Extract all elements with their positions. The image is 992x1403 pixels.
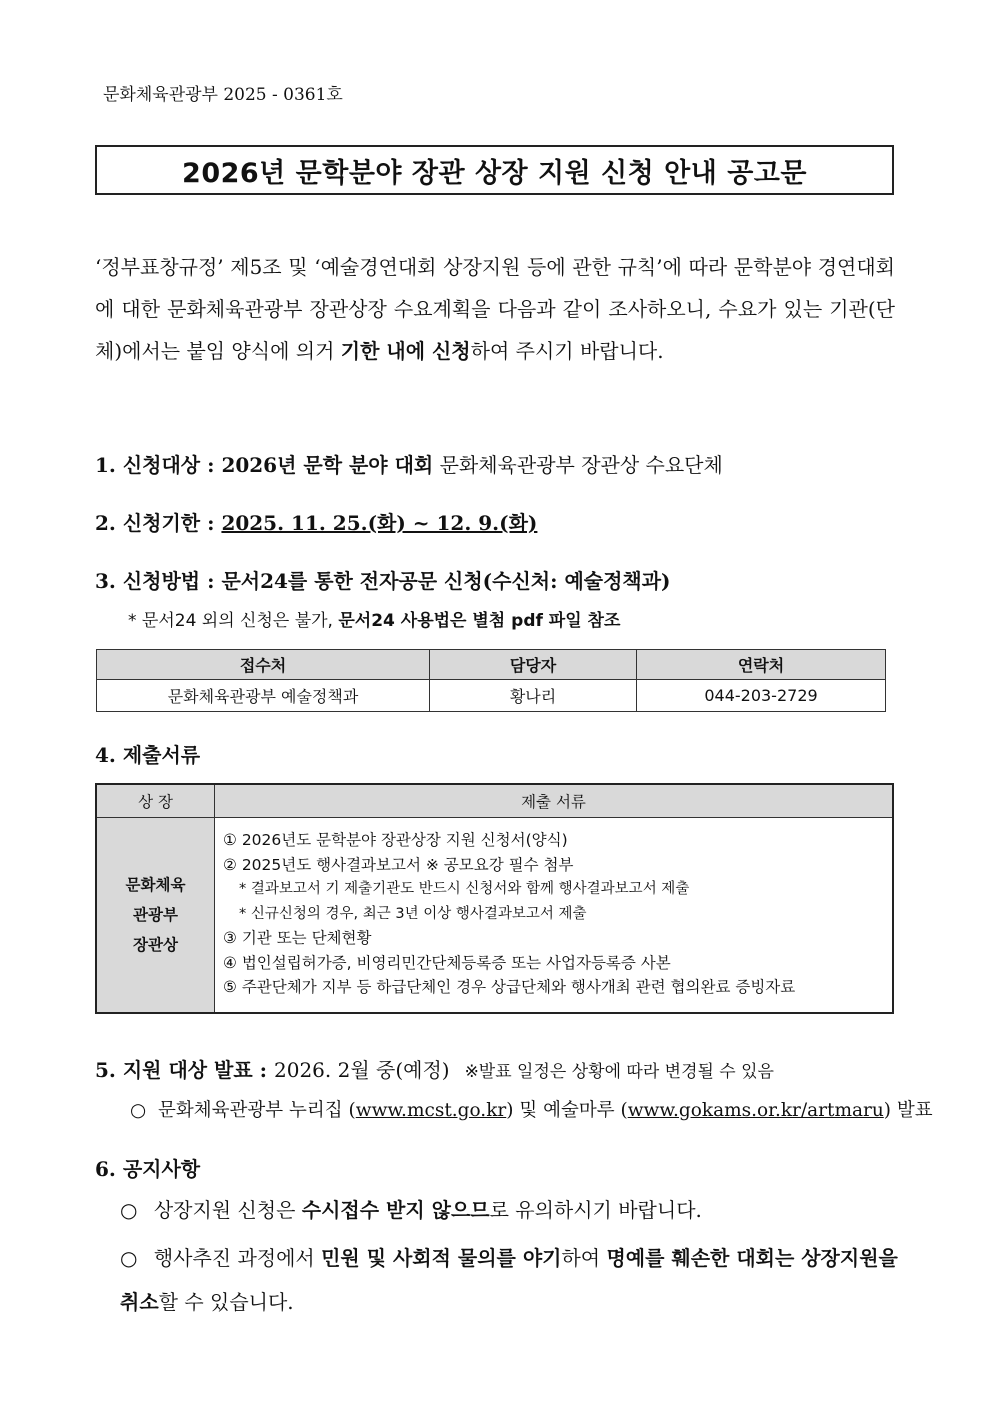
item-6-notices (95, 1153, 200, 1182)
bullet-icon: ○ (120, 1198, 138, 1222)
table-header: 담당자 (430, 650, 637, 680)
notice-2-bold-2: 명예를 훼손한 대회는 상장지원을 취소 (120, 1246, 898, 1314)
item-5-detail (130, 1096, 933, 1122)
notice-1 (120, 1194, 702, 1223)
table-row (96, 818, 893, 1013)
intro-emphasis: 기한 내에 신청 (340, 339, 471, 363)
table-header: 상 장 (96, 784, 215, 818)
artmaru-link[interactable]: www.gokams.or.kr/artmaru (627, 1100, 884, 1121)
item-5-announcement (95, 1054, 774, 1083)
item-5-detail-b: ) 및 예술마루 ( (506, 1100, 628, 1121)
list-item: ④ 법인설립허가증, 비영리민간단체등록증 또는 사업자등록증 사본 (223, 953, 671, 972)
item-5-detail-c: ) 발표 (883, 1100, 933, 1121)
notice-2-c: 하여 (561, 1246, 607, 1270)
notice-2-e: 할 수 있습니다. (158, 1290, 294, 1314)
documents-list (215, 818, 894, 1013)
documents-table (95, 783, 894, 1014)
notice-1-a: 상장지원 신청은 (153, 1198, 302, 1222)
item-4-label: 4. 제출서류 (95, 743, 201, 767)
list-item: ② 2025년도 행사결과보고서 ※ 공모요강 필수 첨부 (223, 855, 574, 874)
award-line: 장관상 (133, 935, 178, 954)
item-1-label: 1. 신청대상 : (95, 453, 222, 477)
item-2-label: 2. 신청기한 : (95, 511, 222, 535)
award-line: 문화체육 (125, 875, 186, 894)
notice-2-bold-1: 민원 및 사회적 물의를 야기 (321, 1246, 562, 1270)
item-2-value: 2025. 11. 25.(화) ~ 12. 9.(화) (221, 511, 538, 535)
item-3-note-bold: 문서24 사용법은 별첨 pdf 파일 참조 (338, 611, 621, 631)
award-line: 관광부 (133, 905, 178, 924)
award-cell (96, 818, 215, 1013)
intro-text-end: 하여 주시기 바랍니다. (470, 339, 664, 363)
item-3-label: 3. 신청방법 : (95, 569, 222, 593)
documents-table-header (96, 784, 893, 818)
page-title: 2026년 문학분야 장관 상장 지원 신청 안내 공고문 (182, 157, 807, 189)
list-item: ⑤ 주관단체가 지부 등 하급단체인 경우 상급단체와 행사개최 관련 협의완료 증빙자료 (223, 978, 796, 996)
table-header: 제출 서류 (215, 784, 894, 818)
item-2-deadline (95, 507, 537, 536)
item-4-documents (95, 739, 200, 768)
intro-paragraph (95, 246, 895, 372)
notice-1-bold: 수시접수 받지 않으므 (301, 1198, 490, 1222)
item-1-bold: 2026년 문학 분야 대회 (221, 453, 434, 477)
item-5-label: 5. 지원 대상 발표 : (95, 1058, 274, 1082)
notice-2-a: 행사추진 과정에서 (153, 1246, 322, 1270)
item-3-method (95, 565, 671, 594)
item-5-value: 2026. 2월 중(예정) (274, 1058, 450, 1082)
document-number: 문화체육관광부 2025 - 0361호 (103, 85, 343, 105)
mcst-link[interactable]: www.mcst.go.kr (355, 1100, 507, 1121)
table-cell: 문화체육관광부 예술정책과 (97, 680, 430, 712)
title-box (95, 145, 894, 195)
table-header: 접수처 (97, 650, 430, 680)
item-5-detail-a: 문화체육관광부 누리집 ( (158, 1100, 356, 1121)
item-1-rest: 문화체육관광부 장관상 수요단체 (433, 453, 723, 477)
intro-text: ‘정부표창규정’ 제5조 및 ‘예술경연대회 상장지원 등에 관한 규칙’에 따라 문학분야 경연대회에 대한 문화체육관광부 장관상장 수요계획을 다음과 같이 조사하오니, 수요가 있는 기관(단체)에서는 붙임 양식에 의거 (95, 255, 895, 363)
list-item: ③ 기관 또는 단체현황 (223, 929, 372, 947)
table-cell: 황나리 (430, 680, 637, 712)
contact-table (96, 649, 886, 712)
notice-1-c: 로 유의하시기 바랍니다. (489, 1198, 702, 1222)
list-item: ① 2026년도 문학분야 장관상장 지원 신청서(양식) (223, 831, 568, 849)
item-3-value: 문서24를 통한 전자공문 신청(수신처: 예술정책과) (221, 569, 671, 593)
notice-2 (120, 1236, 898, 1324)
item-3-note-prefix: * 문서24 외의 신청은 불가, (128, 611, 339, 631)
table-header: 연락처 (637, 650, 886, 680)
contact-table-header (97, 650, 886, 680)
table-row (97, 680, 886, 712)
bullet-icon: ○ (120, 1246, 138, 1270)
table-cell: 044-203-2729 (637, 680, 886, 712)
list-subitem: * 신규신청의 경우, 최근 3년 이상 행사결과보고서 제출 (239, 905, 587, 922)
item-1-target (95, 449, 723, 478)
item-3-note (128, 606, 620, 631)
list-subitem: * 결과보고서 기 제출기관도 반드시 신청서와 함께 행사결과보고서 제출 (239, 881, 690, 897)
item-5-note: ※발표 일정은 상황에 따라 변경될 수 있음 (464, 1062, 774, 1082)
item-6-label: 6. 공지사항 (95, 1157, 201, 1181)
bullet-icon: ○ (130, 1100, 147, 1121)
